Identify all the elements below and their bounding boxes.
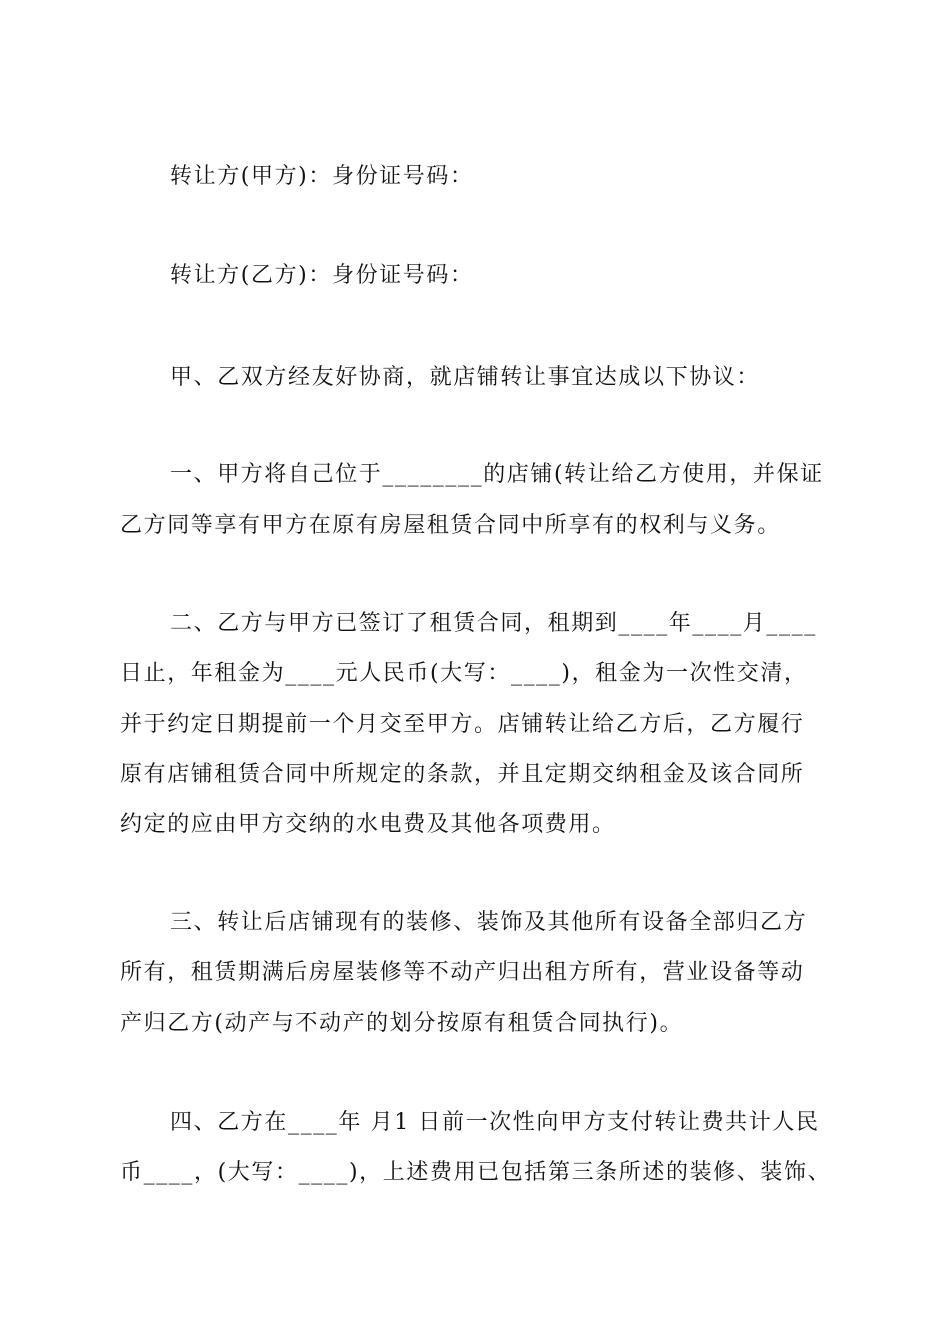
clause-3-line-3: 产归乙方(动产与不动产的划分按原有租赁合同执行)。 [120,1011,684,1036]
clause-2-line-4: 原有店铺租赁合同中所规定的条款，并且定期交纳租金及该合同所 [120,762,805,787]
intro-paragraph: 甲、乙双方经友好协商，就店铺转让事宜达成以下协议： [170,365,761,390]
clause-4-line-1: 四、乙方在____年 月1 日前一次性向甲方支付转让费共计人民 [170,1110,820,1135]
party-b-line: 转让方(乙方)：身份证号码： [170,263,474,288]
clause-2-line-3: 并于约定日期提前一个月交至甲方。店铺转让给乙方后，乙方履行 [120,712,805,737]
clause-4-line-2: 币____，(大写：____)，上述费用已包括第三条所述的装修、装饰、 [120,1160,832,1185]
clause-3-line-1: 三、转让后店铺现有的装修、装饰及其他所有设备全部归乙方 [170,910,808,935]
clause-1-line-2: 乙方同等享有甲方在原有房屋租赁合同中所享有的权利与义务。 [120,513,781,538]
clause-2-line-1: 二、乙方与甲方已签订了租赁合同，租期到____年____月____ [170,611,817,636]
clause-1-line-1: 一、甲方将自己位于________的店铺(转让给乙方使用，并保证 [170,462,824,487]
clause-3-line-2: 所有，租赁期满后房屋装修等不动产归出租方所有，营业设备等动 [120,960,805,985]
clause-2-line-5: 约定的应由甲方交纳的水电费及其他各项费用。 [120,812,616,837]
clause-2-line-2: 日止，年租金为____元人民币(大写：____)，租金为一次性交清， [120,661,808,686]
party-a-line: 转让方(甲方)：身份证号码： [170,164,474,189]
